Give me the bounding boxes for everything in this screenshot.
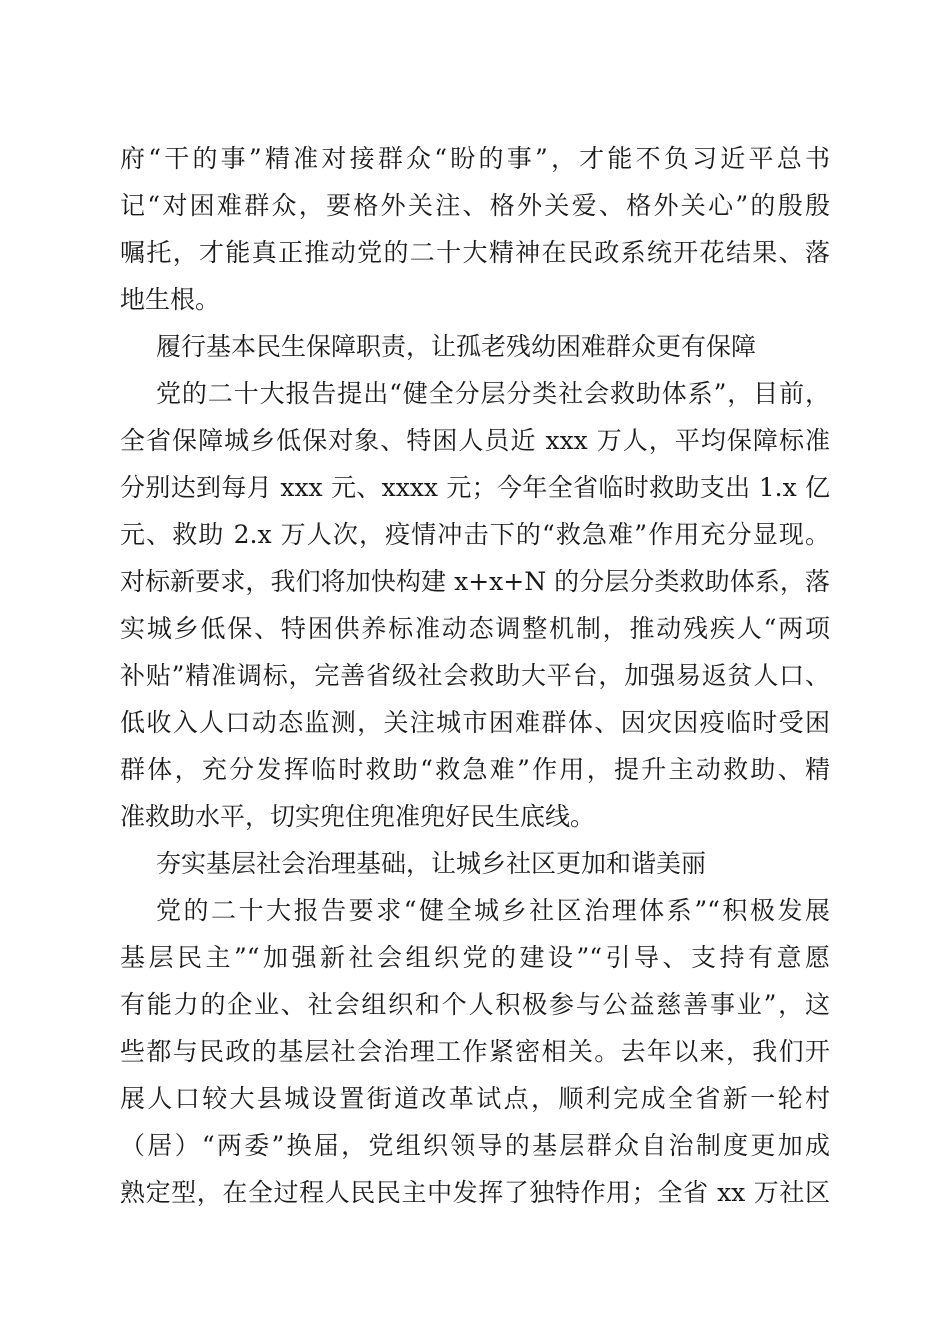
text-line: 群体，充分发挥临时救助“救急难”作用，提升主动救助、精 <box>120 755 830 784</box>
text-line: 低收入人口动态监测，关注城市困难群体、因灾因疫临时受困 <box>120 708 830 737</box>
text-line: 元、救助 2.x 万人次，疫情冲击下的“救急难”作用充分显现。 <box>120 520 830 549</box>
text-line: 党的二十大报告要求“健全城乡社区治理体系”“积极发展 <box>156 896 830 925</box>
text-line: 记“对困难群众，要格外关注、格外关爱、格外关心”的殷殷 <box>120 191 830 220</box>
text-line: 地生根。 <box>120 285 221 314</box>
text-line: 基层民主”“加强新社会组织党的建设”“引导、支持有意愿 <box>120 943 830 972</box>
section-heading: 履行基本民生保障职责，让孤老残幼困难群众更有保障 <box>156 332 757 361</box>
text-line: 对标新要求，我们将加快构建 x+x+N 的分层分类救助体系，落 <box>120 567 830 596</box>
text-line: 府“干的事”精准对接群众“盼的事”，才能不负习近平总书 <box>120 144 830 173</box>
text-line: 党的二十大报告提出“健全分层分类社会救助体系”，目前， <box>156 379 830 408</box>
text-line: 些都与民政的基层社会治理工作紧密相关。去年以来，我们开 <box>120 1037 830 1066</box>
text-line: 有能力的企业、社会组织和个人积极参与公益慈善事业”，这 <box>120 990 830 1019</box>
text-line: 分别达到每月 xxx 元、xxxx 元；今年全省临时救助支出 1.x 亿 <box>120 473 830 502</box>
text-line: 补贴”精准调标，完善省级社会救助大平台，加强易返贫人口、 <box>120 661 830 690</box>
text-line: 嘱托，才能真正推动党的二十大精神在民政系统开花结果、落 <box>120 238 830 267</box>
section-heading: 夯实基层社会治理基础，让城乡社区更加和谐美丽 <box>156 849 707 878</box>
text-line: 实城乡低保、特困供养标准动态调整机制，推动残疾人“两项 <box>120 614 830 643</box>
text-line: 展人口较大县城设置街道改革试点，顺利完成全省新一轮村 <box>120 1084 830 1113</box>
text-line: （居）“两委”换届，党组织领导的基层群众自治制度更加成 <box>120 1131 830 1160</box>
text-line: 熟定型，在全过程人民民主中发挥了独特作用；全省 xx 万社区 <box>120 1178 830 1207</box>
text-line: 全省保障城乡低保对象、特困人员近 xxx 万人，平均保障标准 <box>120 426 830 455</box>
text-line: 准救助水平，切实兜住兜准兜好民生底线。 <box>120 802 596 831</box>
